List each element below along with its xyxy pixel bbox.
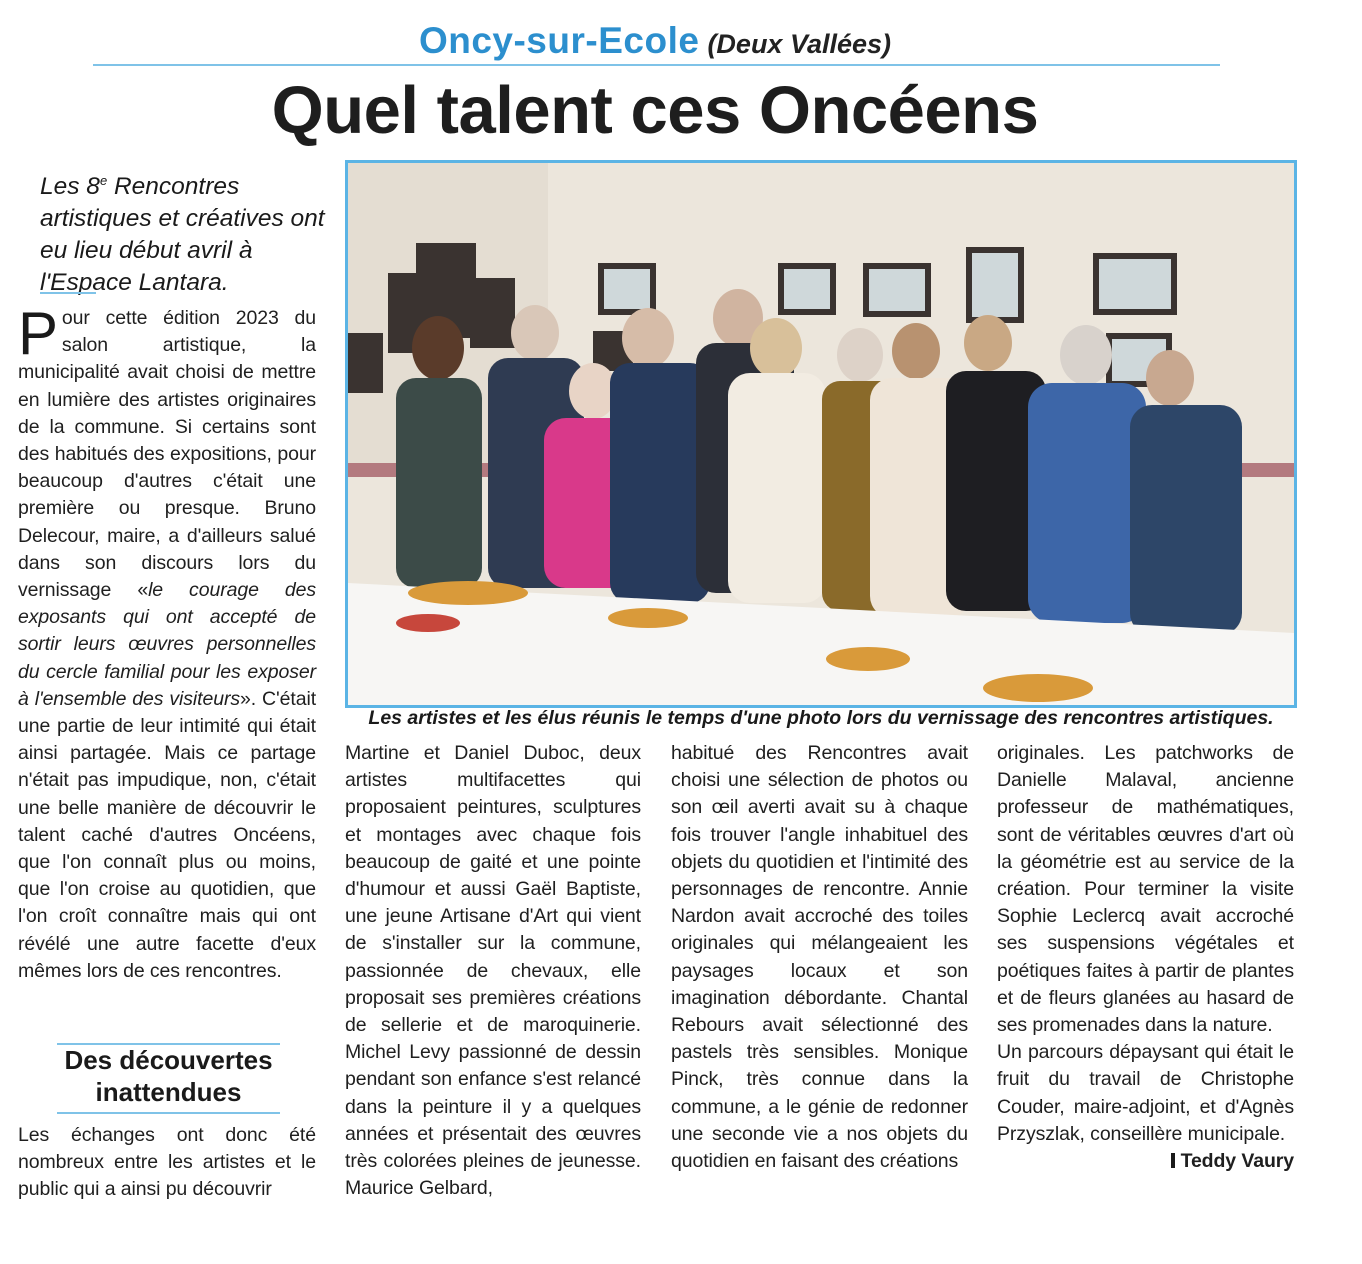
paragraph-artists-3: originales. Les patchworks de Danielle Malaval, ancienne professeur de mathématiques, sont de véritables œuvres d'art où la géométrie est au service de la création. Pour terminer la visite Sophie Leclercq avait accroché ses suspensions végétales et poétiques faites à partir de plantes et de fleurs glanées au hasard de ses promenades dans la nature. — [997, 742, 1294, 1037]
article-column-4 — [997, 740, 1294, 1175]
paragraph-intro — [18, 300, 317, 985]
kicker-region: (Deux Vallées) — [707, 29, 892, 59]
closing-text: Un parcours dépaysant qui était le fruit du travail de Christophe Couder, maire-adjoint, et d'Agnès Przyszlak, conseillère municipale. — [997, 1041, 1294, 1145]
paragraph-exchanges: Les échanges ont donc été nombreux entre les artistes et le public qui a ainsi pu découvrir — [18, 1124, 316, 1201]
photo-caption: Les artistes et les élus réunis le temps d'une photo lors du vernissage des rencontres artistiques. — [368, 707, 1274, 729]
article-column-3 — [671, 740, 968, 1175]
article-headline: Quel talent ces Oncéens — [271, 73, 1039, 148]
mayor-quote: le courage des exposants qui ont accepté de sortir leurs œuvres personnelles du cercle familial pour les exposer à l'ensemble des visiteurs — [18, 579, 316, 710]
paragraph-artists-2: habitué des Rencontres avait choisi une sélection de photos ou son œil averti avait su à chaque fois trouver l'angle inhabituel des objets du quotidien et l'intimité des personnages de rencontre. Annie Nardon avait accroché des toiles originales qui mélangeaient les paysages locaux et son imagination débordante. Chantal Rebours avait sélectionné des pastels très sensibles. Monique Pinck, très connue dans la commune, a le génie de redonner une seconde vie a nos objets du quotidien en faisant des créations — [671, 742, 968, 1173]
article-lead — [40, 165, 330, 299]
article-column-2 — [345, 740, 641, 1202]
author-signature: Teddy Vaury — [1171, 1148, 1294, 1175]
subhead-divider-bottom — [57, 1112, 280, 1114]
intro-text-part2: ». C'était une partie de leur intimité qui était ainsi partagée. Mais ce partage n'était pas impudique, non, c'était une belle manière de découvrir le talent caché d'autres Oncéens, que l'on connaît plus ou moins, que l'on croise au quotidien, que l'on croît connaître mais qui ont révélé une autre facette d'eux mêmes lors de ces rencontres. — [18, 687, 317, 982]
lead-superscript: e — [99, 173, 108, 188]
kicker-divider — [93, 64, 1220, 66]
paragraph-artists-1: Martine et Daniel Duboc, deux artistes multifacettes qui proposaient peintures, sculptures et montages avec chaque fois beaucoup de gaité et une pointe d'humour et aussi Gaël Baptiste, une jeune Artisane d'Art qui vient de s'installer sur la commune, passionnée de chevaux, elle proposait ses premières créations de sellerie et de maroquinerie. Michel Levy passionné de dessin pendant son enfance s'est relancé dans la peinture il y a quelques années et présentait des œuvres très colorées pleines de jeunesse. Maurice Gelbard, — [345, 742, 641, 1200]
article-photo — [345, 160, 1297, 708]
paragraph-closing — [997, 1039, 1294, 1173]
kicker-place: Oncy-sur-Ecole — [418, 20, 700, 61]
article-column-1 — [18, 300, 317, 985]
group-photo-illustration — [348, 163, 1294, 705]
drop-cap: P — [18, 300, 58, 367]
intro-text-part1: our cette édition 2023 du salon artistique, la municipalité avait choisi de mettre en lumière des artistes originaires de la commune. Si certains sont des habitués des expositions, pour beaucoup d'autres c'était une première ou presque. Bruno Delecour, maire, a d'ailleurs salué dans son discours lors du vernissage « — [18, 307, 316, 602]
lead-divider — [40, 292, 96, 294]
section-kicker — [0, 20, 1310, 64]
lead-text-start: Les 8 — [40, 173, 100, 201]
section-subhead: Des découvertes inattendues — [64, 1045, 273, 1107]
article-column-1-continued — [18, 1122, 316, 1204]
lead-text-end: Rencontres artistiques et créatives ont eu lieu début avril à l'Espace Lantara. — [40, 173, 325, 297]
